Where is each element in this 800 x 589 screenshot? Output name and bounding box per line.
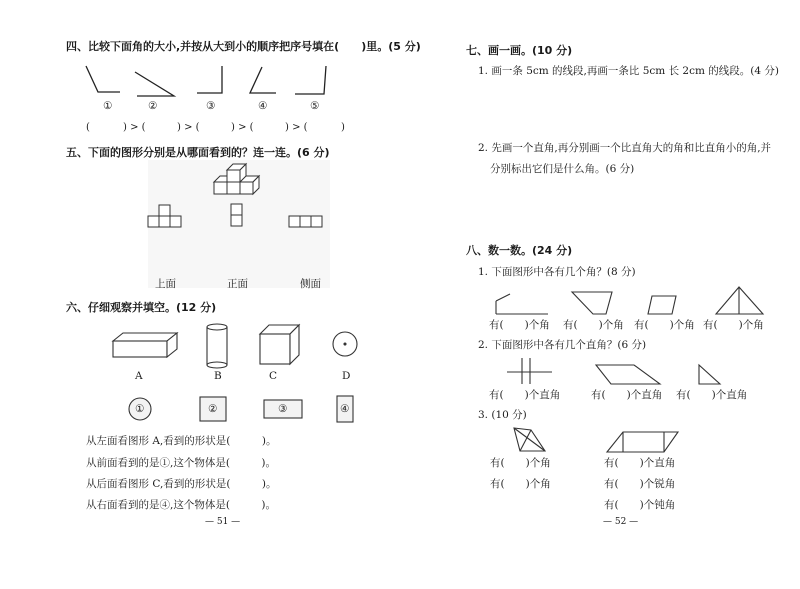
q7-item-2-line-2: 分别标出它们是什么角。(6 分) (490, 163, 635, 175)
q4-blank-2: ) > ( (123, 122, 146, 133)
q8-1-answer-1: 有( )个角 (489, 319, 550, 331)
shape-label-1: ① (135, 403, 145, 415)
solid-label-c: C (269, 370, 278, 382)
solid-label-b: B (214, 370, 222, 382)
shape-label-2: ② (208, 403, 218, 415)
angle-label-2: ② (148, 100, 158, 112)
right-trapezoid-shape (596, 365, 660, 384)
q8-2-answer-1: 有( )个直角 (489, 389, 561, 401)
view-label-top: 上面 (155, 278, 176, 290)
parallelogram-shape (607, 432, 678, 452)
page-number-right: — 52 — (603, 517, 639, 527)
view-label-front: 正面 (227, 278, 248, 290)
q4-blank-5: ) > ( (285, 122, 308, 133)
q8-2-answer-2: 有( )个直角 (591, 389, 663, 401)
q6-line-1: 从左面看图形 A,看到的形状是( )。 (86, 435, 277, 447)
q8-3-left-answer-2: 有( )个角 (490, 478, 551, 490)
q7-title: 七、画一画。(10 分) (466, 44, 573, 57)
open-angle-shape (496, 294, 548, 314)
angle-label-4: ④ (258, 100, 268, 112)
q8-3-left-answer-1: 有( )个角 (490, 457, 551, 469)
q4-blank-3: ) > ( (177, 122, 200, 133)
q8-2-answer-3: 有( )个直角 (676, 389, 748, 401)
page-number-left: — 51 — (205, 517, 241, 527)
q4-blank-6: ) (341, 122, 345, 133)
q5-title: 五、下面的图形分别是从哪面看到的？连一连。(6 分) (66, 146, 330, 159)
q8-sub-2: 2. 下面图形中各有几个直角？(6 分) (478, 339, 647, 351)
q8-title: 八、数一数。(24 分) (466, 244, 573, 257)
kite-shape (514, 428, 545, 451)
q7-item-1: 1. 画一条 5cm 的线段,再画一条比 5cm 长 2cm 的线段。(4 分) (478, 65, 779, 77)
solid-label-d: D (342, 370, 351, 382)
quadrilateral-shape (572, 292, 612, 314)
q8-sub-1: 1. 下面图形中各有几个角？(8 分) (478, 266, 636, 278)
angle-label-3: ③ (206, 100, 216, 112)
trapezoid-shape (648, 296, 676, 314)
q8-1-answer-2: 有( )个角 (563, 319, 624, 331)
q8-1-answer-4: 有( )个角 (703, 319, 764, 331)
q4-blank-4: ) > ( (231, 122, 254, 133)
angle-label-1: ① (103, 100, 113, 112)
q7-item-2-line-1: 2. 先画一个直角,再分别画一个比直角大的角和比直角小的角,并 (478, 142, 772, 154)
q8-3-right-answer-1: 有( )个直角 (604, 457, 676, 469)
q6-line-4: 从右面看到的是④,这个物体是( )。 (86, 499, 277, 511)
shape-label-4: ④ (340, 403, 350, 415)
q6-title: 六、仔细观察并填空。(12 分) (66, 301, 217, 314)
cross-lines-shape (507, 358, 552, 384)
q6-line-3: 从后面看图形 C,看到的形状是( )。 (86, 478, 277, 490)
angle-label-5: ⑤ (310, 100, 320, 112)
solid-label-a: A (135, 370, 143, 382)
triangle-with-median-shape (716, 287, 763, 314)
q8-sub-3: 3. (10 分) (478, 409, 527, 421)
right-triangle-shape (699, 365, 720, 384)
q8-1-answer-3: 有( )个角 (634, 319, 695, 331)
view-label-side: 侧面 (300, 278, 321, 290)
q4-blank-1: ( (86, 122, 90, 133)
q6-line-2: 从前面看到的是①,这个物体是( )。 (86, 457, 277, 469)
q8-3-right-answer-3: 有( )个钝角 (604, 499, 676, 511)
q8-3-right-answer-2: 有( )个锐角 (604, 478, 676, 490)
q4-title: 四、比较下面角的大小,并按从大到小的顺序把序号填在( )里。(5 分) (66, 40, 421, 53)
shape-label-3: ③ (278, 403, 288, 415)
